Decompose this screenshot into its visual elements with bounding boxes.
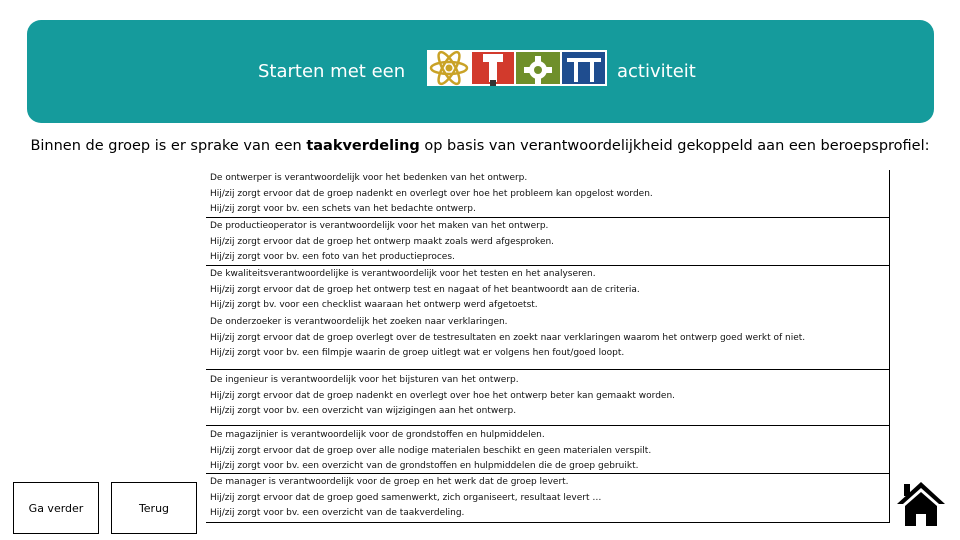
role-task: Hij/zij zorgt ervoor dat de groep nadenkt en overlegt over hoe het ontwerp beter kan gemaakt worden. [210,390,676,401]
role-example: Hij/zij zorgt voor bv. een overzicht van de taakverdeling. [210,508,465,518]
next-button[interactable]: Ga verder [13,482,99,534]
role-task: Hij/zij zorgt ervoor dat de groep het ontwerp test en nagaat of het beantwoordt aan de criteria. [210,284,640,295]
pi-icon [562,52,605,84]
role-example: Hij/zij zorgt voor bv. een foto van het productieproces. [210,252,455,262]
role-title: De productieoperator is verantwoordelijk voor het maken van het ontwerp. [210,221,549,231]
banner-title-prefix: Starten met een [258,61,406,82]
role-productieoperator [206,218,890,266]
atom-icon [427,50,470,86]
role-example: Hij/zij zorgt voor bv. een overzicht van de grondstoffen en hulpmiddelen die de groep gebruikt. [210,461,639,471]
role-task: Hij/zij zorgt ervoor dat de groep goed samenwerkt, zich organiseert, resultaat levert … [210,492,602,503]
banner-title-suffix: activiteit [617,61,696,82]
role-title: De kwaliteitsverantwoordelijke is verantwoordelijk voor het testen en het analyseren. [210,269,596,279]
role-ontwerper [206,170,890,218]
home-icon[interactable] [895,480,947,528]
role-magazijnier [206,426,890,474]
tool-icon [472,52,514,86]
role-title: De manager is verantwoordelijk voor de groep en het werk dat de groep levert. [210,477,569,487]
role-manager [206,474,890,523]
intro-text-end: op basis van verantwoordelijkheid gekoppeld aan een beroepsprofiel: [419,138,930,154]
intro-text-bold: taakverdeling [306,138,420,154]
back-button[interactable]: Terug [111,482,197,534]
role-title: De onderzoeker is verantwoordelijk het zoeken naar verklaringen. [210,317,508,327]
role-title: De ingenieur is verantwoordelijk voor het bijsturen van het ontwerp. [210,375,519,385]
role-example: Hij/zij zorgt voor bv. een filmpje waarin de groep uitlegt wat er volgens hen fout/goed loopt. [210,348,625,358]
role-kwaliteitsverantwoordelijke [206,266,890,314]
role-title: De magazijnier is verantwoordelijk voor de grondstoffen en hulpmiddelen. [210,430,545,440]
role-task: Hij/zij zorgt ervoor dat de groep nadenkt en overlegt over hoe het probleem kan opgelost worden. [210,188,653,199]
role-example: Hij/zij zorgt bv. voor een checklist waaraan het ontwerp werd afgetoetst. [210,300,538,310]
intro-text-start: Binnen de groep is er sprake van een [30,138,307,154]
role-onderzoeker [206,314,890,370]
intro-text [0,138,960,154]
stem-logo [427,50,607,86]
role-example: Hij/zij zorgt voor bv. een schets van het bedachte ontwerp. [210,204,476,214]
gear-icon [516,52,560,84]
role-task: Hij/zij zorgt ervoor dat de groep overlegt over de testresultaten en zoekt naar verklaringen waarom het ontwerp goed werkt of niet. [210,332,806,343]
role-task: Hij/zij zorgt ervoor dat de groep het ontwerp maakt zoals werd afgesproken. [210,236,555,247]
role-ingenieur [206,370,890,426]
role-task: Hij/zij zorgt ervoor dat de groep over alle nodige materialen beschikt en geen materialen verspilt. [210,445,652,456]
role-example: Hij/zij zorgt voor bv. een overzicht van wijzigingen aan het ontwerp. [210,406,517,416]
role-title: De ontwerper is verantwoordelijk voor het bedenken van het ontwerp. [210,173,528,183]
